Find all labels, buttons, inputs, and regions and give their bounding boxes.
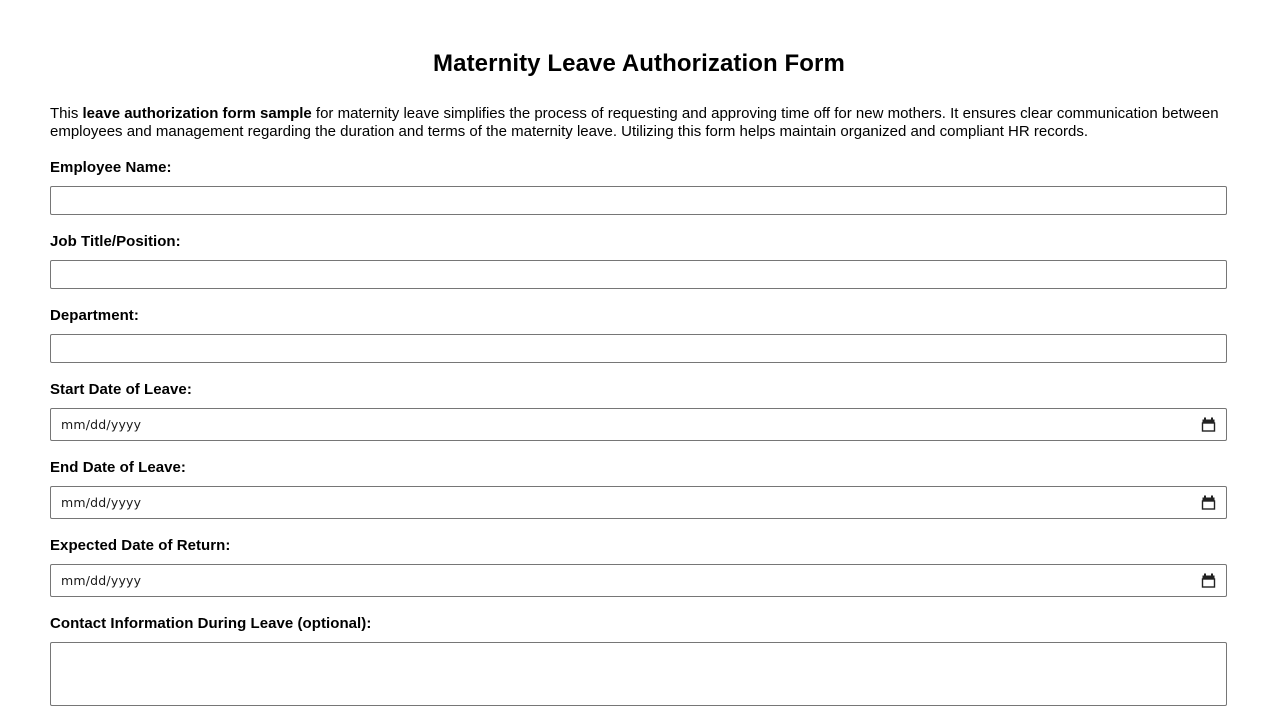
start-date-calendar-button[interactable] (1200, 416, 1217, 433)
calendar-icon (1200, 494, 1217, 511)
intro-lead-text: This (50, 105, 83, 122)
intro-paragraph (50, 78, 1228, 141)
job-title-input[interactable] (50, 260, 1227, 289)
field-job-title (50, 215, 1228, 289)
intro-rest-text: for maternity leave simplifies the process of requesting and approving time off for new mothers. It ensures clear communication between employees and management regarding the duration and terms of the maternity leave. Utilizing this form helps maintain organized and compliant HR records. (50, 105, 1219, 140)
end-date-calendar-button[interactable] (1200, 494, 1217, 511)
calendar-icon (1200, 572, 1217, 589)
employee-name-input[interactable] (50, 186, 1227, 215)
expected-return-placeholder: mm/dd/yyyy (61, 573, 142, 588)
contact-info-input[interactable] (50, 642, 1227, 706)
field-contact-info (50, 597, 1228, 706)
calendar-icon (1200, 416, 1217, 433)
page-title: Maternity Leave Authorization Form (433, 50, 845, 77)
field-expected-return (50, 519, 1228, 597)
job-title-label: Job Title/Position: (50, 233, 181, 250)
end-date-label: End Date of Leave: (50, 459, 186, 476)
end-date-wrapper (50, 486, 1227, 519)
start-date-input[interactable] (50, 408, 1227, 441)
field-department (50, 289, 1228, 363)
field-start-date (50, 363, 1228, 441)
end-date-placeholder: mm/dd/yyyy (61, 495, 142, 510)
contact-info-label: Contact Information During Leave (optional): (50, 615, 372, 632)
start-date-placeholder: mm/dd/yyyy (61, 417, 142, 432)
field-employee-name (50, 141, 1228, 215)
field-end-date (50, 441, 1228, 519)
expected-return-calendar-button[interactable] (1200, 572, 1217, 589)
expected-return-wrapper (50, 564, 1227, 597)
expected-return-input[interactable] (50, 564, 1227, 597)
department-input[interactable] (50, 334, 1227, 363)
start-date-wrapper (50, 408, 1227, 441)
department-label: Department: (50, 307, 139, 324)
end-date-input[interactable] (50, 486, 1227, 519)
start-date-label: Start Date of Leave: (50, 381, 192, 398)
intro-bold-phrase: leave authorization form sample (82, 105, 312, 122)
employee-name-label: Employee Name: (50, 159, 172, 176)
expected-return-label: Expected Date of Return: (50, 537, 231, 554)
